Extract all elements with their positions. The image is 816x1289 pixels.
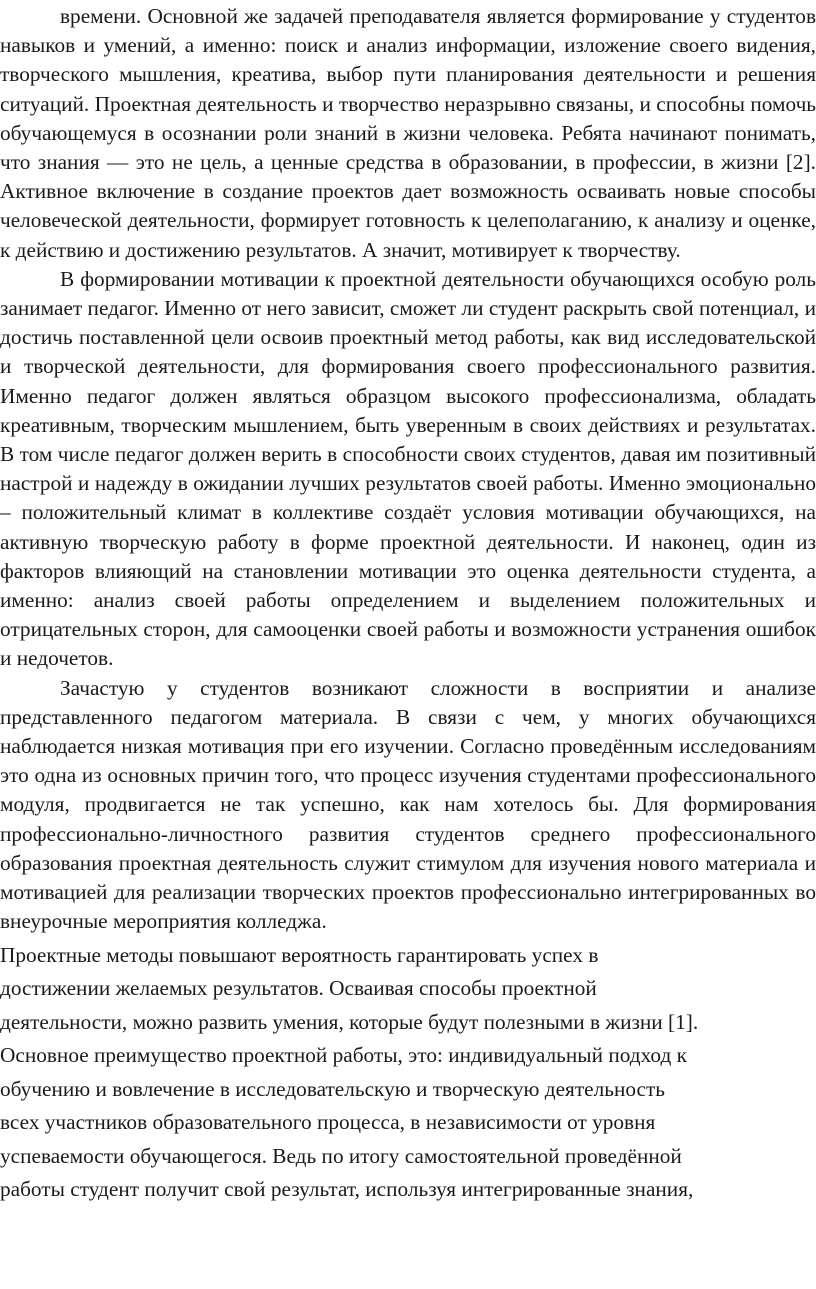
tail-line: успеваемости обучающегося. Ведь по итогу самостоятельной проведённой [0,1143,682,1168]
tail-text [0,939,816,1207]
tail-line: Основное преимущество проектной работы, это: индивидуальный подход к [0,1043,687,1067]
tail-line: деятельности, можно развить умения, которые будут полезными в жизни [1]. [0,1009,699,1034]
tail-line: обучению и вовлечение в исследовательскую и творческую деятельность [0,1076,665,1101]
tail-line: Проектные методы повышают вероятность гарантировать успех в [0,942,599,967]
tail-line: работы студент получит свой результат, используя интегрированные знания, [0,1177,694,1201]
tail-line: достижении желаемых результатов. Осваивая способы проектной [0,976,597,1000]
paragraph-continuation: времени. Основной же задачей преподавателя является формирование у студентов навыков и умений, а именно: поиск и анализ информации, изложение своего видения, творческого мышления, креатива, выбор пути планирования деятельности и решения ситуаций. Проектная деятельность и творчество неразрывно связаны, и способны помочь обучающемуся в осознании роли знаний в жизни человека. Ребята начинают понимать, что знания — это не цель, а ценные средства в образовании, в профессии, в жизни [2]. Активное включение в создание проектов дает возможность осваивать новые способы человеческой деятельности, формирует готовность к целеполаганию, к анализу и оценке, к действию и достижению результатов. А значит, мотивирует к творчеству. [0,4,816,262]
paragraph-student-difficulties: Зачастую у студентов возникают сложности в восприятии и анализе представленного педагогом материала. В связи с чем, у многих обучающихся наблюдается низкая мотивация при его изучении. Согласно проведённым исследованиям это одна из основных причин того, что процесс изучения студентами профессионального модуля, продвигается не так успешно, как нам хотелось бы. Для формирования профессионально-личностного развития студентов среднего профессионального образования проектная деятельность служит стимулом для изучения нового материала и мотивацией для реализации творческих проектов профессионально интегрированных во внеурочные мероприятия колледжа. [0,675,816,934]
paragraph-teacher-role: В формировании мотивации к проектной деятельности обучающихся особую роль занимает педагог. Именно от него зависит, сможет ли студент раскрыть свой потенциал, и достичь поставленной цели освоив проектный метод работы, как вид исследовательской и творческой деятельности, для формирования своего профессионального развития. Именно педагог должен являться образцом высокого профессионализма, обладать креативным, творческим мышлением, быть уверенным в своих действиях и результатах. В том числе педагог должен верить в способности своих студентов, давая им позитивный настрой и надежду в ожидании лучших результатов своей работы. Именно эмоционально – положительный климат в коллективе создаёт условия мотивации обучающихся, на активную творческую работу в форме проектной деятельности. И наконец, один из факторов влияющий на становлении мотивации это оценка деятельности студента, а именно: анализ своей работы определением и выделением положительных и отрицательных сторон, для самооценки своей работы и возможности устранения ошибок и недочетов. [0,266,816,671]
tail-line: всех участников образовательного процесса, в независимости от уровня [0,1110,656,1134]
body-text [0,2,816,937]
